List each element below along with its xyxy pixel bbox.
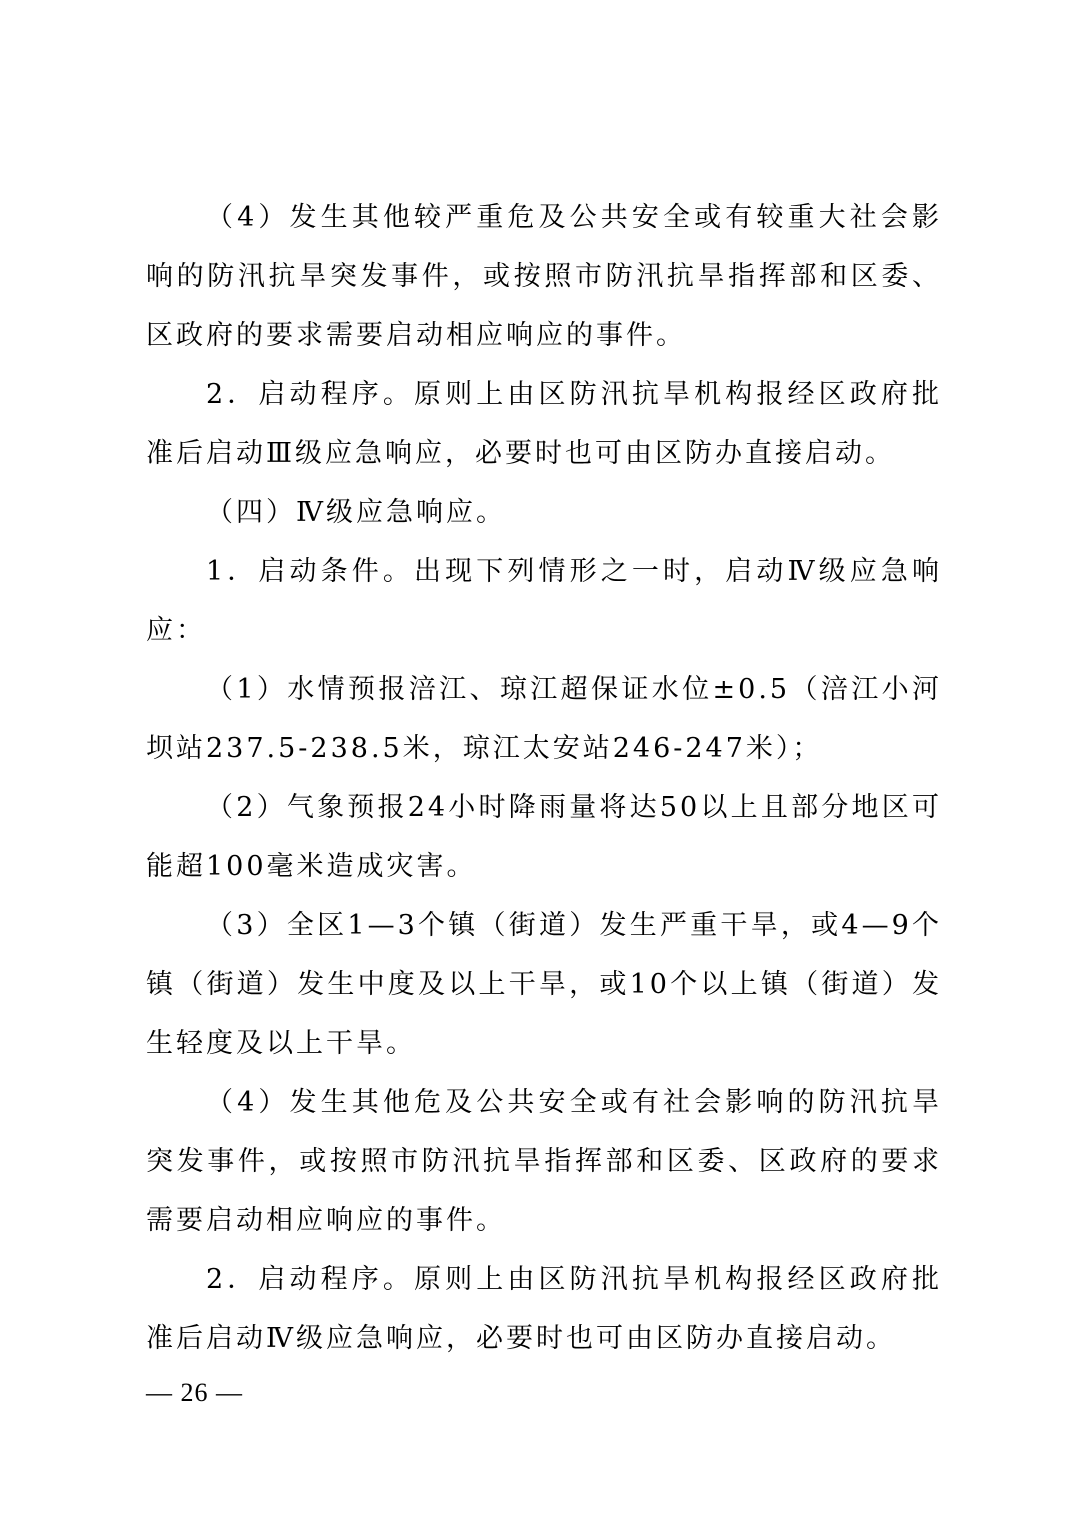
page-number: — 26 —	[146, 1378, 243, 1407]
paragraph-drought: （3）全区1—3个镇（街道）发生严重干旱，或4—9个镇（街道）发生中度及以上干旱，或10个以上镇（街道）发生轻度及以上干旱。	[146, 910, 942, 1059]
section-heading-level4: （四）Ⅳ级应急响应。	[206, 497, 506, 528]
document-body	[146, 188, 942, 1368]
paragraph-start-conditions: 1．启动条件。出现下列情形之一时，启动Ⅳ级应急响应：	[146, 556, 942, 646]
paragraph-level3-procedure: 2．启动程序。原则上由区防汛抗旱机构报经区政府批准后启动Ⅲ级应急响应，必要时也可由区防办直接启动。	[146, 379, 942, 469]
paragraph-severe-event: （4）发生其他较严重危及公共安全或有较重大社会影响的防汛抗旱突发事件，或按照市防汛抗旱指挥部和区委、区政府的要求需要启动相应响应的事件。	[146, 202, 942, 351]
paragraph-rainfall: （2）气象预报24小时降雨量将达50以上且部分地区可能超100毫米造成灾害。	[146, 792, 942, 882]
paragraph-other-event: （4）发生其他危及公共安全或有社会影响的防汛抗旱突发事件，或按照市防汛抗旱指挥部和区委、区政府的要求需要启动相应响应的事件。	[146, 1087, 942, 1236]
paragraph-level4-procedure: 2．启动程序。原则上由区防汛抗旱机构报经区政府批准后启动Ⅳ级应急响应，必要时也可由区防办直接启动。	[146, 1264, 942, 1354]
paragraph-water-level: （1）水情预报涪江、琼江超保证水位±0.5（涪江小河坝站237.5-238.5米，琼江太安站246-247米）；	[146, 674, 942, 764]
